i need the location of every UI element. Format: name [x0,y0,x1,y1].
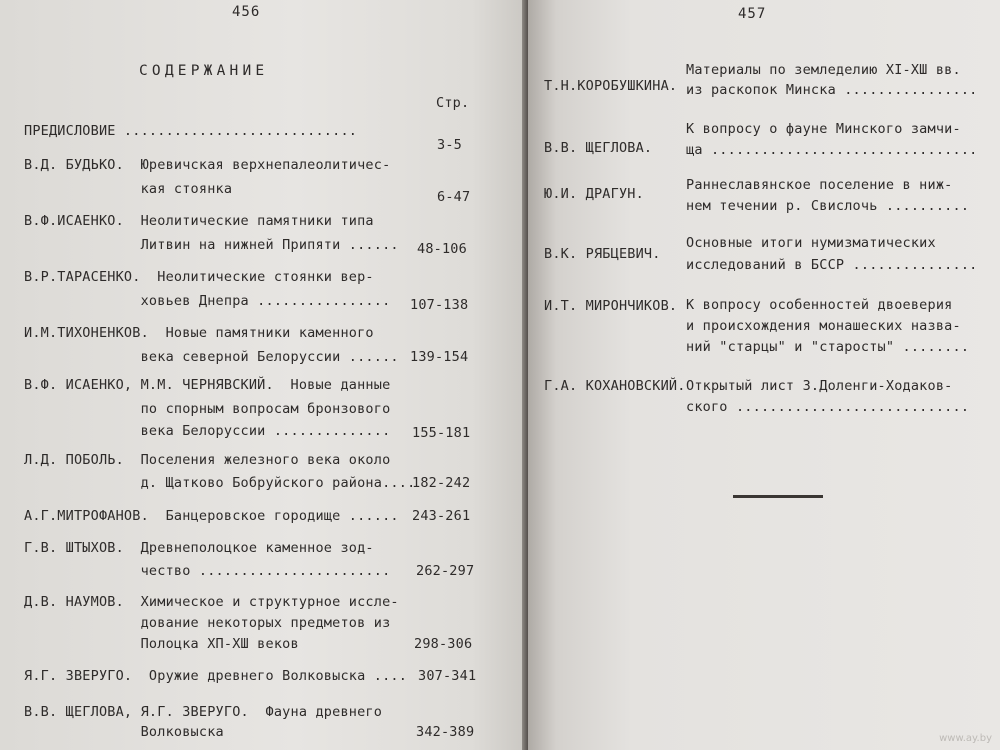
entry-pages: 307-341 [418,668,477,684]
entry-line: чество ....................... [24,563,391,579]
entry-line: В.В. ЩЕГЛОВА, Я.Г. ЗВЕРУГО. Фауна древнего [24,704,383,720]
entry-line: ского ............................ [686,399,970,415]
right-page [528,0,1000,750]
entry-line: дование некоторых предметов из [24,615,391,631]
entry-line: из раскопок Минска ................ [686,82,978,98]
entry-line: по спорным вопросам бронзового [24,401,391,417]
entry-line: Полоцка XП-XШ веков [24,636,299,652]
watermark: www.ay.by [939,733,992,744]
entry-line: д. Щатково Бобруйского района.... [24,475,416,491]
entry-pages: 48-106 [417,241,467,257]
entry-pages: 107-138 [410,297,469,313]
entry-line: А.Г.МИТРОФАНОВ. Банцеровское городище ...... [24,508,399,524]
pages-column-header: Стр. [436,95,470,111]
entry-line: В.Ф. ИСАЕНКО, М.М. ЧЕРНЯВСКИЙ. Новые данные [24,377,391,393]
entry-line: Я.Г. ЗВЕРУГО. Оружие древнего Волковыска .... [24,668,408,684]
page-number-right: 457 [738,6,767,22]
entry-line: ПРЕДИСЛОВИЕ ............................ [24,123,358,139]
entry-author: В.К. РЯБЦЕВИЧ. [544,246,661,262]
entry-pages: 3-5 [437,137,462,153]
entry-author: Т.Н.КОРОБУШКИНА. [544,78,678,94]
entry-line: В.Р.ТАРАСЕНКО. Неолитические стоянки вер- [24,269,374,285]
entry-line: и происхождения монашеских назва- [686,318,961,334]
entry-line: Волковыска [24,724,224,740]
entry-line: И.М.ТИХОНЕНКОВ. Новые памятники каменного [24,325,374,341]
entry-line: кая стоянка [24,181,233,197]
entry-line: нем течении р. Свислочь .......... [686,198,970,214]
entry-pages: 243-261 [412,508,471,524]
contents-heading: СОДЕРЖАНИЕ [139,63,269,79]
entry-line: Открытый лист З.Доленги-Ходаков- [686,378,953,394]
entry-line: века северной Белоруссии ...... [24,349,399,365]
entry-author: В.В. ЩЕГЛОВА. [544,140,653,156]
entry-line: Л.Д. ПОБОЛЬ. Поселения железного века около [24,452,391,468]
entry-line: К вопросу о фауне Минского замчи- [686,121,961,137]
closing-rule [733,495,823,498]
page-number-left: 456 [232,4,261,20]
entry-line: Г.В. ШТЫХОВ. Древнеполоцкое каменное зод- [24,540,374,556]
entry-pages: 155-181 [412,425,471,441]
entry-pages: 139-154 [410,349,469,365]
entry-line: исследований в БССР ............... [686,257,978,273]
entry-pages: 182-242 [412,475,471,491]
entry-pages: 6-47 [437,189,471,205]
entry-line: Литвин на нижней Припяти ...... [24,237,399,253]
entry-line: В.Ф.ИСАЕНКО. Неолитические памятники типа [24,213,374,229]
entry-line: К вопросу особенностей двоеверия [686,297,953,313]
entry-line: ний "старцы" и "старосты" ........ [686,339,970,355]
entry-pages: 262-297 [416,563,475,579]
entry-line: века Белоруссии .............. [24,423,391,439]
entry-line: ща ................................ [686,142,978,158]
entry-author: Ю.И. ДРАГУН. [544,186,644,202]
entry-line: Материалы по земледелию XI-XШ вв. [686,62,961,78]
entry-author: И.Т. МИРОНЧИКОВ. [544,298,678,314]
entry-line: Основные итоги нумизматических [686,235,936,251]
entry-line: Д.В. НАУМОВ. Химическое и структурное иссле- [24,594,399,610]
entry-author: Г.А. КОХАНОВСКИЙ. [544,378,686,394]
entry-line: В.Д. БУДЬКО. Юревичская верхнепалеолитичес- [24,157,391,173]
entry-line: ховьев Днепра ................ [24,293,391,309]
entry-pages: 298-306 [414,636,473,652]
entry-pages: 342-389 [416,724,475,740]
entry-line: Раннеславянское поселение в ниж- [686,177,953,193]
